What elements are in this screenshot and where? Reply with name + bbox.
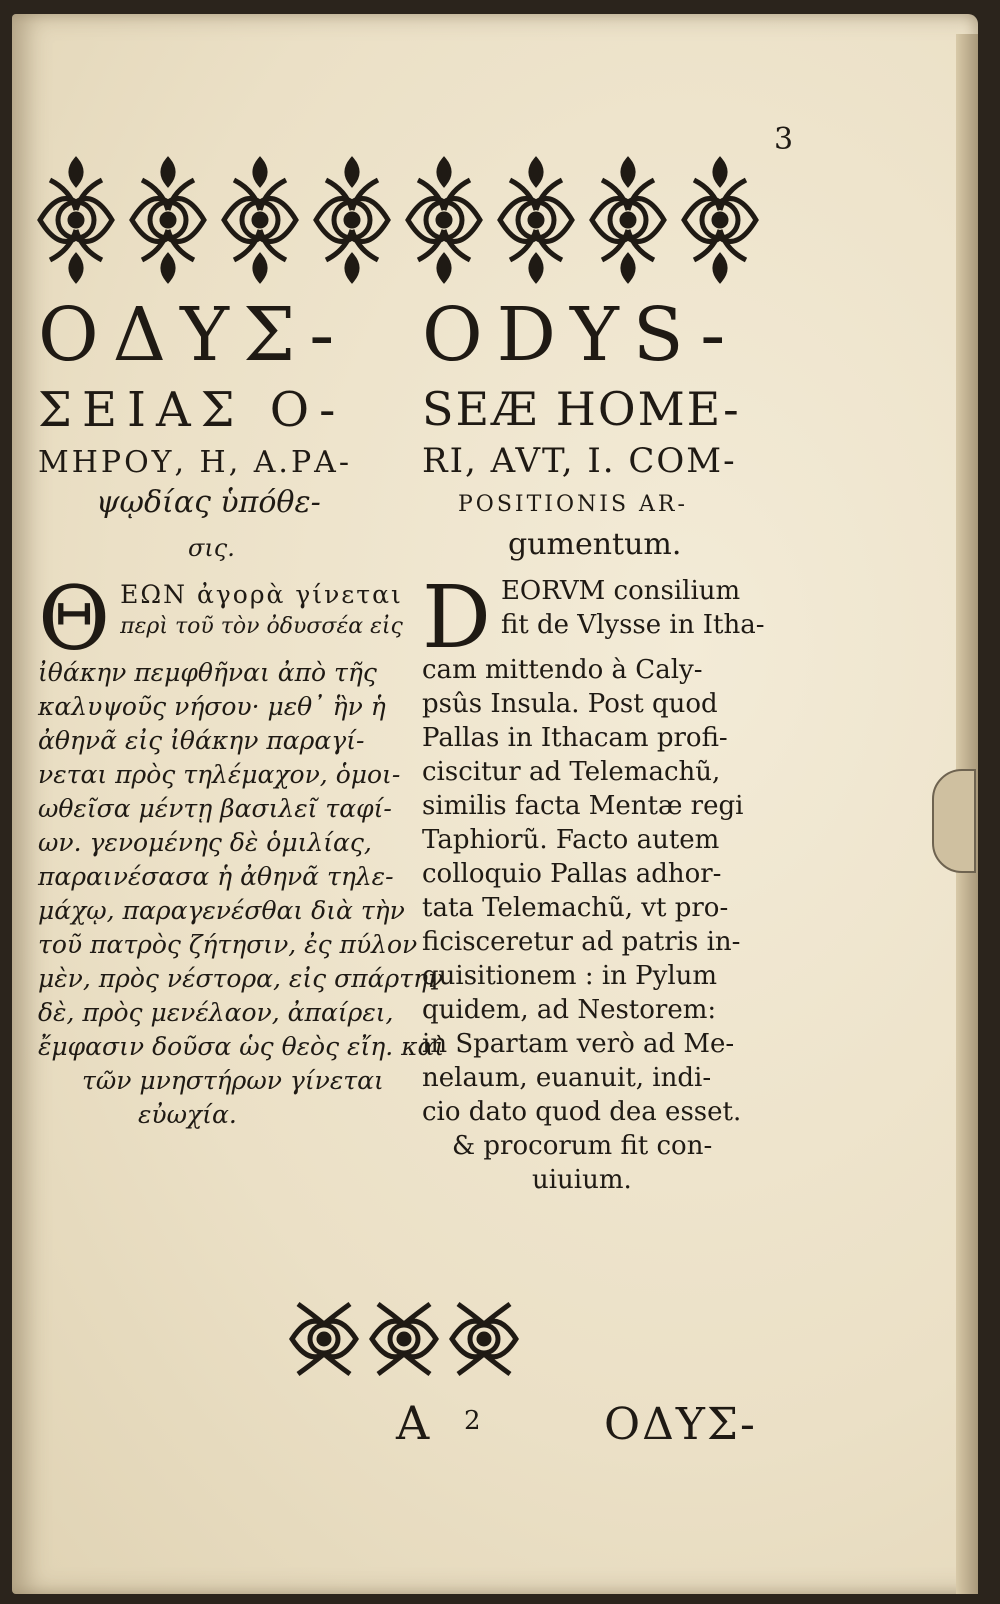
latin-body-line: psûs Insula. Post quod bbox=[422, 688, 718, 719]
bookmark-tab bbox=[932, 769, 976, 873]
latin-heading-line-1: ODYS- bbox=[422, 292, 740, 378]
latin-body-line: ciscitur ad Telemachũ, bbox=[422, 756, 721, 787]
latin-heading-line-3: RI, AVT, I. COM- bbox=[422, 441, 737, 481]
signature-mark: A bbox=[396, 1396, 430, 1450]
greek-body-line: ἔμφασιν δοῦσα ὡς θεὸς εἴη. καὶ bbox=[38, 1032, 445, 1062]
greek-heading-line-5: σις. bbox=[188, 534, 235, 562]
greek-drop-cap: Θ bbox=[38, 567, 111, 670]
latin-body-line: quisitionem : in Pylum bbox=[422, 960, 718, 991]
greek-body-line: ων. γενομένης δὲ ὁμιλίας, bbox=[38, 828, 372, 858]
latin-heading-line-5: gumentum. bbox=[508, 527, 682, 562]
greek-heading-line-1: ΟΔΥΣ- bbox=[38, 292, 349, 378]
latin-body-line: nelaum, euanuit, indi- bbox=[422, 1062, 712, 1093]
latin-column bbox=[422, 292, 802, 1201]
greek-body-line: ωθεῖσα μέντῃ βασιλεῖ ταφί- bbox=[38, 794, 392, 824]
page-number: 3 bbox=[774, 122, 794, 157]
signature-number: 2 bbox=[464, 1406, 481, 1436]
latin-body bbox=[422, 568, 802, 1201]
greek-body-line: καλυψοῦς νήσου· μεθ᾽ ἣν ἡ bbox=[38, 692, 386, 722]
greek-body-line: μὲν, πρὸς νέστορα, εἰς σπάρτην bbox=[38, 964, 444, 994]
latin-body-line: similis facta Mentæ regi bbox=[422, 790, 744, 821]
latin-body-line: tata Telemachũ, vt pro- bbox=[422, 892, 729, 923]
latin-heading-line-4: POSITIONIS AR- bbox=[458, 492, 688, 517]
greek-body-line: νεται πρὸς τηλέμαχον, ὁμοι- bbox=[38, 760, 401, 790]
latin-body-line: ficisceretur ad patris in- bbox=[422, 926, 741, 957]
latin-body-line: Taphiorũ. Facto autem bbox=[422, 824, 720, 855]
latin-body-line: cio dato quod dea esset. bbox=[422, 1096, 742, 1127]
greek-body-line: ἰθάκην πεμφθῆναι ἀπὸ τῆς bbox=[38, 658, 377, 688]
greek-body-line: τῶν μνηστήρων γίνεται bbox=[82, 1066, 384, 1096]
greek-body-line: εὐωχία. bbox=[138, 1100, 237, 1130]
latin-heading-line-2: SEÆ HOME- bbox=[422, 382, 741, 436]
greek-body-line: τοῦ πατρὸς ζήτησιν, ἐς πύλον bbox=[38, 930, 418, 960]
catchword: ΟΔΥΣ- bbox=[604, 1399, 757, 1450]
greek-body-line: ΕΩΝ ἀγορὰ γίνεται bbox=[120, 580, 403, 609]
latin-body-line: colloquio Pallas adhor- bbox=[422, 858, 722, 889]
greek-body-line: δὲ, πρὸς μενέλαον, ἀπαίρει, bbox=[38, 998, 394, 1028]
greek-body-line: ἀθηνᾶ εἰς ἰθάκην παραγί- bbox=[38, 726, 365, 756]
greek-body bbox=[38, 567, 445, 1136]
latin-body-line: EORVM consilium bbox=[500, 576, 741, 606]
latin-body-line: uiuium. bbox=[532, 1164, 632, 1195]
greek-heading-line-2: ΣΕΙΑΣ Ο- bbox=[38, 382, 346, 438]
latin-body-line: fit de Vlysse in Itha- bbox=[500, 610, 765, 640]
greek-column bbox=[38, 292, 445, 1136]
latin-body-line: & procorum fit con- bbox=[452, 1130, 713, 1161]
ornament-band-bottom bbox=[284, 1294, 524, 1384]
latin-body-line: Pallas in Ithacam profi- bbox=[422, 722, 728, 753]
greek-body-line: περὶ τοῦ τὸν ὀδυσσέα εἰς bbox=[120, 614, 403, 639]
latin-body-line: in Spartam verò ad Me- bbox=[422, 1028, 735, 1059]
ornament-band-top bbox=[30, 140, 800, 290]
latin-body-line: cam mittendo à Caly- bbox=[422, 654, 703, 685]
latin-body-line: quidem, ad Nestorem: bbox=[422, 994, 717, 1025]
greek-heading-line-3: ΜΗΡΟΥ, Η, Α.ΡΑ- bbox=[38, 445, 352, 480]
greek-body-line: μάχῳ, παραγενέσθαι διὰ τὴν bbox=[38, 896, 405, 926]
greek-heading-line-4: ψῳδίας ὑπόθε- bbox=[96, 485, 321, 520]
latin-drop-cap: D bbox=[422, 568, 491, 668]
greek-body-line: παραινέσασα ἡ ἀθηνᾶ τηλε- bbox=[38, 862, 394, 892]
book-page bbox=[12, 14, 978, 1594]
